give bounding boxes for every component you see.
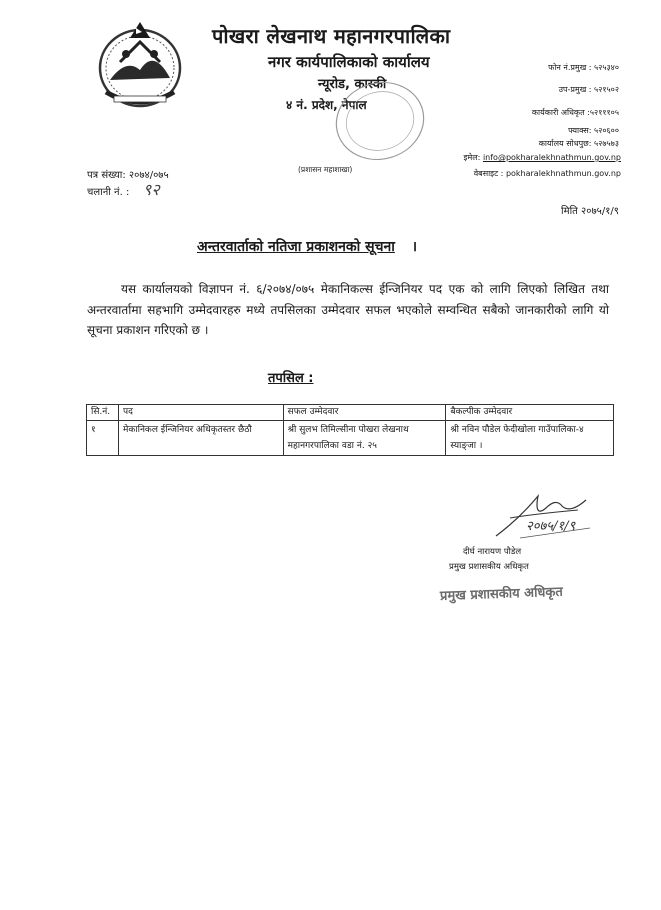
address-line-2: ४ नं. प्रदेश, नेपाल xyxy=(286,98,367,112)
header-post: पद xyxy=(118,405,283,421)
cell-alternate: श्री नविन पौडेल फेदीखोला गाउँपालिका-४ स्याङ्जा । xyxy=(446,421,614,456)
fax-number: फ्याक्स: ५२०६०० xyxy=(568,126,619,135)
website-line xyxy=(474,168,621,179)
letter-number: पत्र संख्या: २०७४/०७५ xyxy=(87,170,169,181)
signer-name: दीर्घ नारायण पौडेल xyxy=(463,547,522,557)
cell-post: मेकानिकल ईन्जिनियर अधिकृतस्तर छैठौ xyxy=(118,421,283,456)
notice-title-suffix: । xyxy=(411,239,418,255)
notice-title-text: अन्तरवार्ताको नतिजा प्रकाशनको सूचना xyxy=(197,239,395,255)
notice-body: यस कार्यालयको विज्ञापन नं. ६/२०७४/०७५ मेकानिकल्स ईन्जिनियर पद एक को लागि लिएको लिखित तथा अन्तरवार्तामा सहभागि उम्मेदवारहरु मध्ये तपसिलका उम्मेदवार सफल भएकोले सम्वन्धित सबैको जानकारीको लागि यो सूचना प्रकाशन गरिएको छ । xyxy=(87,282,609,337)
header-serial: सि.नं. xyxy=(87,405,119,421)
office-name: नगर कार्यपालिकाको कार्यालय xyxy=(268,53,430,71)
designation-rubber-stamp: प्रमुख प्रशासकीय अधिकृत xyxy=(439,584,564,604)
details-label: तपसिल : xyxy=(268,371,314,386)
cell-serial: १ xyxy=(87,421,119,456)
email-label: इमेल: xyxy=(463,153,481,162)
address-line-1: न्यूरोड, कास्की xyxy=(318,77,387,92)
phone-chief: फोन नं.प्रमुख : ५२५३४० xyxy=(548,63,619,72)
handwritten-signature xyxy=(490,488,600,543)
dispatch-number-label: चलानी नं. : xyxy=(87,187,130,198)
nepal-emblem-logo xyxy=(96,18,184,110)
handwritten-date: २०७५/१/९ xyxy=(526,519,576,534)
phone-executive: कार्यकारी अधिकृत :५२१११०५ xyxy=(531,108,619,117)
header-successful: सफल उम्मेदवार xyxy=(283,405,446,421)
phone-deputy: उप-प्रमुख : ५२१५०२ xyxy=(558,85,619,94)
results-table xyxy=(86,404,614,456)
email-line xyxy=(464,152,621,163)
organization-name: पोखरा लेखनाथ महानगरपालिका xyxy=(212,24,451,48)
office-seal-stamp xyxy=(330,76,430,166)
table-row xyxy=(87,421,614,456)
website-link[interactable]: pokharalekhnathmun.gov.np xyxy=(505,169,621,178)
inquiry-number: कार्यालय सोधपुछ: ५२७५७३ xyxy=(538,139,619,148)
email-link[interactable]: info@pokharalekhnathmun.gov.np xyxy=(482,153,621,162)
website-label: वेबसाइट : xyxy=(473,169,504,178)
header-alternate: बैकल्पीक उम्मेदवार xyxy=(446,405,614,421)
dispatch-number-handwritten: ९२ xyxy=(143,180,160,199)
section-label: (प्रशासन महाशाखा) xyxy=(298,165,353,174)
table-header-row xyxy=(87,405,614,421)
cell-successful: श्री सुलभ तिमिल्सीना पोखरा लेखनाथ महानगरपालिका वडा नं. २५ xyxy=(283,421,446,456)
signer-title: प्रमुख प्रशासकीय अधिकृत xyxy=(449,562,529,572)
notice-title xyxy=(197,237,417,256)
document-date: मिति २०७५/१/९ xyxy=(561,206,619,217)
